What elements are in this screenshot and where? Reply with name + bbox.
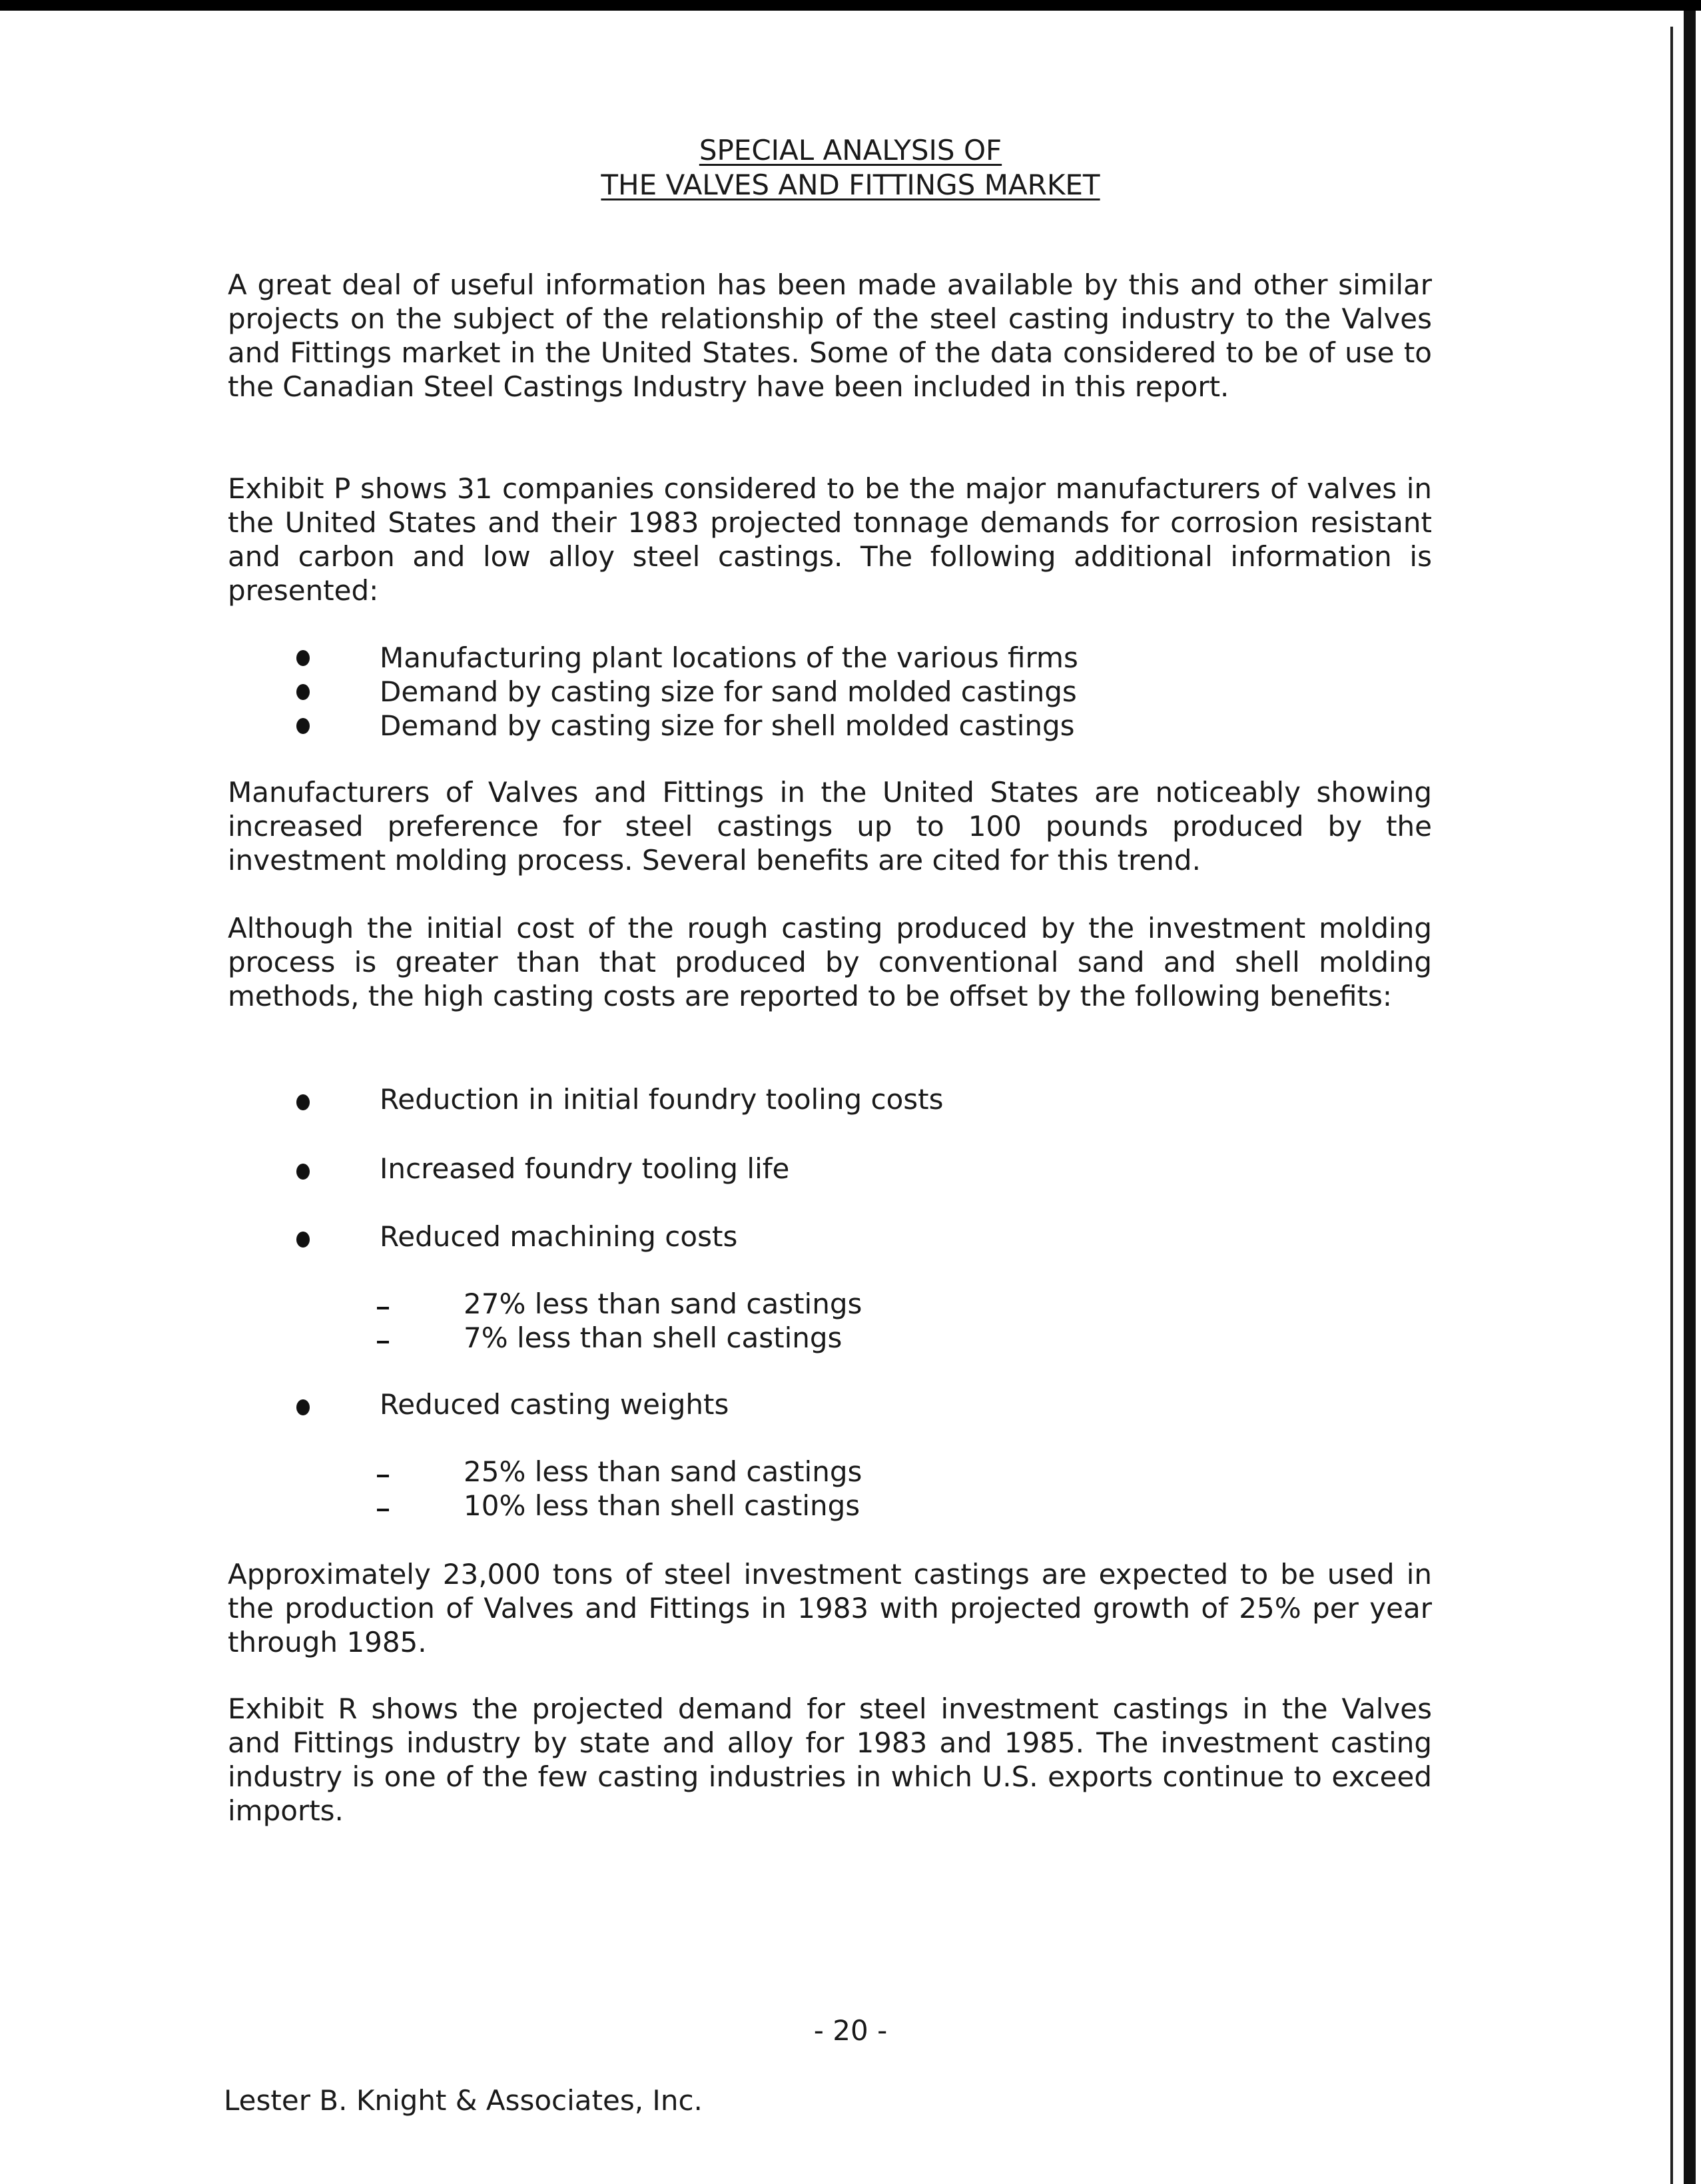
- bullet-icon: [296, 1399, 310, 1415]
- paragraph-exhibit-r: Exhibit R shows the projected demand for steel investment castings in the Valves and Fittings industry by state and alloy for 1983 and 1985. The investment casting industry is one of the few casting industries in which U.S. exports continue to exceed imports.: [228, 1692, 1432, 1827]
- paragraph-exhibit-p: Exhibit P shows 31 companies considered to be the major manufacturers of valves in the United States and their 1983 projected tonnage demands for corrosion resistant and carbon and low alloy steel castings. The following additional information is presented:: [228, 472, 1432, 607]
- sub-list-item: 7% less than shell castings: [464, 1321, 843, 1354]
- scan-edge-top: [0, 0, 1701, 11]
- sub-list-item: 27% less than sand castings: [464, 1287, 862, 1320]
- list-item: Demand by casting size for sand molded castings: [380, 675, 1077, 708]
- dash-icon: [377, 1509, 389, 1511]
- bullet-icon: [296, 684, 310, 700]
- dash-icon: [377, 1475, 389, 1477]
- title-line-2: THE VALVES AND FITTINGS MARKET: [601, 169, 1100, 201]
- bullet-icon: [296, 1164, 310, 1180]
- bullet-icon: [296, 650, 310, 666]
- footer-company: Lester B. Knight & Associates, Inc.: [224, 2084, 703, 2117]
- sub-list-item: 10% less than shell castings: [464, 1489, 860, 1522]
- paragraph-intro: A great deal of useful information has been made available by this and other similar projects on the subject of the relationship of the steel casting industry to the Valves and Fittings market in the United States. Some of the data considered to be of use to the Canadian Steel Castings Industry have been included in this report.: [228, 268, 1432, 403]
- paragraph-tonnage: Approximately 23,000 tons of steel investment castings are expected to be used in the production of Valves and Fittings in 1983 with projected growth of 25% per year through 1985.: [228, 1558, 1432, 1658]
- list-item: Reduced machining costs: [380, 1220, 738, 1253]
- document-title: [0, 133, 1701, 202]
- page-number: - 20 -: [813, 2014, 888, 2047]
- paragraph-cost: Although the initial cost of the rough casting produced by the investment molding process is greater than that produced by conventional sand and shell molding methods, the high casting costs are reported to be offset by the following benefits:: [228, 912, 1432, 1012]
- bullet-icon: [296, 1094, 310, 1110]
- list-item: Demand by casting size for shell molded castings: [380, 709, 1075, 742]
- bullet-icon: [296, 1232, 310, 1248]
- dash-icon: [377, 1341, 389, 1343]
- dash-icon: [377, 1307, 389, 1309]
- bullet-icon: [296, 718, 310, 734]
- paragraph-preference: Manufacturers of Valves and Fittings in the United States are noticeably showing increased preference for steel castings up to 100 pounds produced by the investment molding process. Several benefits are cited for this trend.: [228, 776, 1432, 877]
- list-item: Reduction in initial foundry tooling costs: [380, 1083, 944, 1116]
- title-line-1: SPECIAL ANALYSIS OF: [699, 134, 1002, 167]
- scan-edge-right: [1684, 11, 1696, 2184]
- list-item: Manufacturing plant locations of the various firms: [380, 641, 1078, 674]
- scan-edge-right-line: [1670, 27, 1673, 2184]
- list-item: Increased foundry tooling life: [380, 1152, 790, 1185]
- list-item: Reduced casting weights: [380, 1388, 729, 1421]
- sub-list-item: 25% less than sand castings: [464, 1455, 862, 1488]
